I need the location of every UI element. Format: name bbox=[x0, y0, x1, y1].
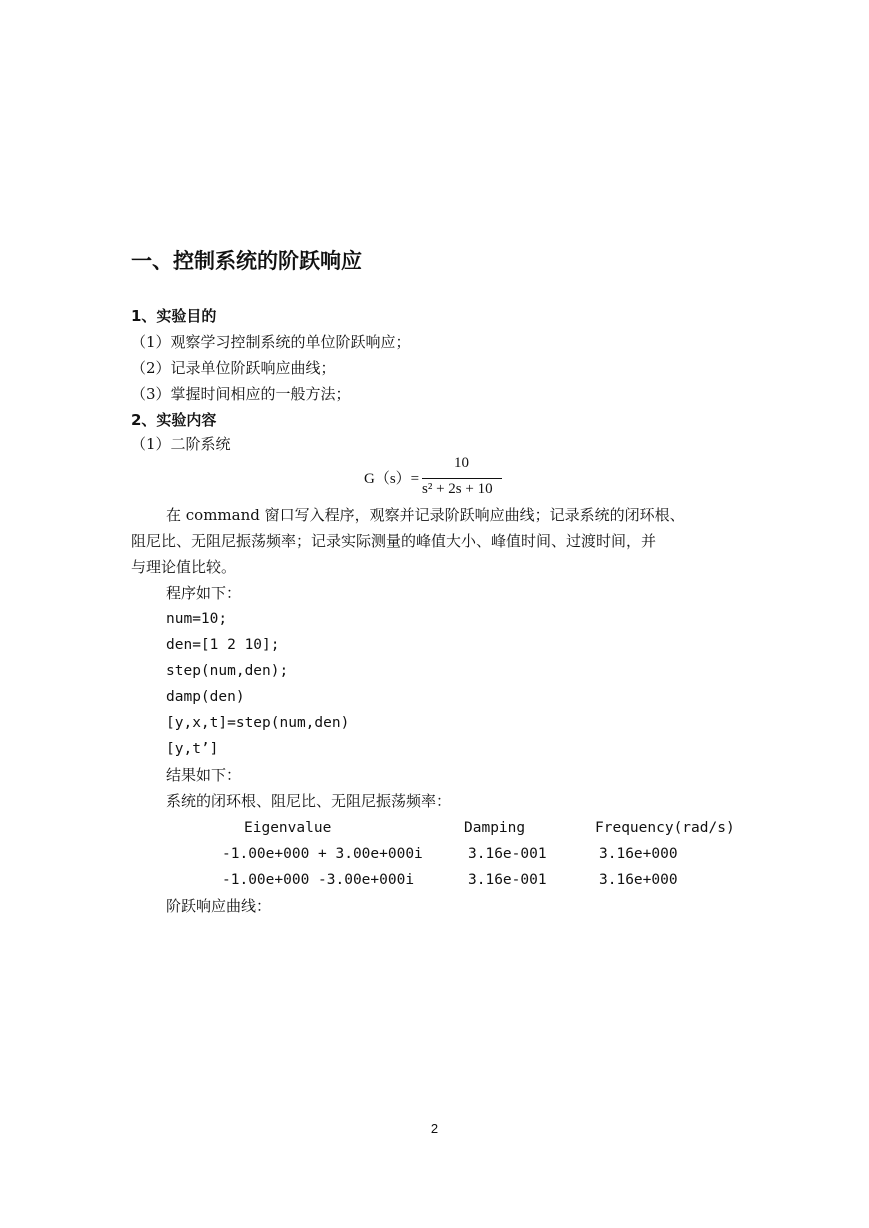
fraction-bar bbox=[422, 478, 502, 479]
table-row-1-eigenvalue: -1.00e+000 + 3.00e+000i bbox=[222, 846, 423, 862]
table-header-damping: Damping bbox=[464, 820, 526, 836]
table-row-1-damping: 3.16e-001 bbox=[468, 846, 547, 862]
code-line-3: step(num,den); bbox=[166, 663, 289, 679]
table-row-2-frequency: 3.16e+000 bbox=[599, 872, 678, 888]
paragraph-line-3: 与理论值比较。 bbox=[131, 558, 237, 576]
code-line-2: den=[1 2 10]; bbox=[166, 637, 280, 653]
objective-item-1: （1）观察学习控制系统的单位阶跃响应； bbox=[131, 333, 411, 351]
roots-label: 系统的闭环根、阻尼比、无阻尼振荡频率： bbox=[166, 792, 452, 810]
page-number: 2 bbox=[430, 1121, 439, 1136]
objective-item-3: （3）掌握时间相应的一般方法； bbox=[131, 385, 351, 403]
table-header-eigenvalue: Eigenvalue bbox=[244, 820, 332, 836]
paragraph-line-1: 在 command 窗口写入程序，观察并记录阶跃响应曲线；记录系统的闭环根、 bbox=[166, 506, 685, 524]
paragraph-line-2: 阻尼比、无阻尼振荡频率；记录实际测量的峰值大小、峰值时间、过渡时间，并 bbox=[131, 532, 657, 550]
table-row-2-eigenvalue: -1.00e+000 -3.00e+000i bbox=[222, 872, 415, 888]
subsection-second-order: （1）二阶系统 bbox=[131, 435, 231, 453]
table-header-frequency: Frequency(rad/s) bbox=[595, 820, 735, 836]
curve-label: 阶跃响应曲线： bbox=[166, 897, 272, 915]
code-line-6: [y,t’] bbox=[166, 741, 219, 757]
code-line-4: damp(den) bbox=[166, 689, 245, 705]
transfer-function-formula bbox=[364, 455, 514, 501]
table-row-2-damping: 3.16e-001 bbox=[468, 872, 547, 888]
code-line-1: num=10; bbox=[166, 611, 228, 627]
section-heading-objective: 1、实验目的 bbox=[131, 307, 217, 325]
formula-denominator: s² + 2s + 10 bbox=[422, 481, 493, 497]
formula-numerator: 10 bbox=[454, 455, 469, 471]
table-row-1-frequency: 3.16e+000 bbox=[599, 846, 678, 862]
program-label: 程序如下： bbox=[166, 584, 242, 602]
section-heading-content: 2、实验内容 bbox=[131, 411, 217, 429]
result-label: 结果如下： bbox=[166, 766, 242, 784]
code-line-5: [y,x,t]=step(num,den) bbox=[166, 715, 350, 731]
formula-lhs: G（s）= bbox=[364, 471, 420, 487]
page-title: 一、控制系统的阶跃响应 bbox=[131, 249, 362, 273]
objective-item-2: （2）记录单位阶跃响应曲线； bbox=[131, 359, 336, 377]
